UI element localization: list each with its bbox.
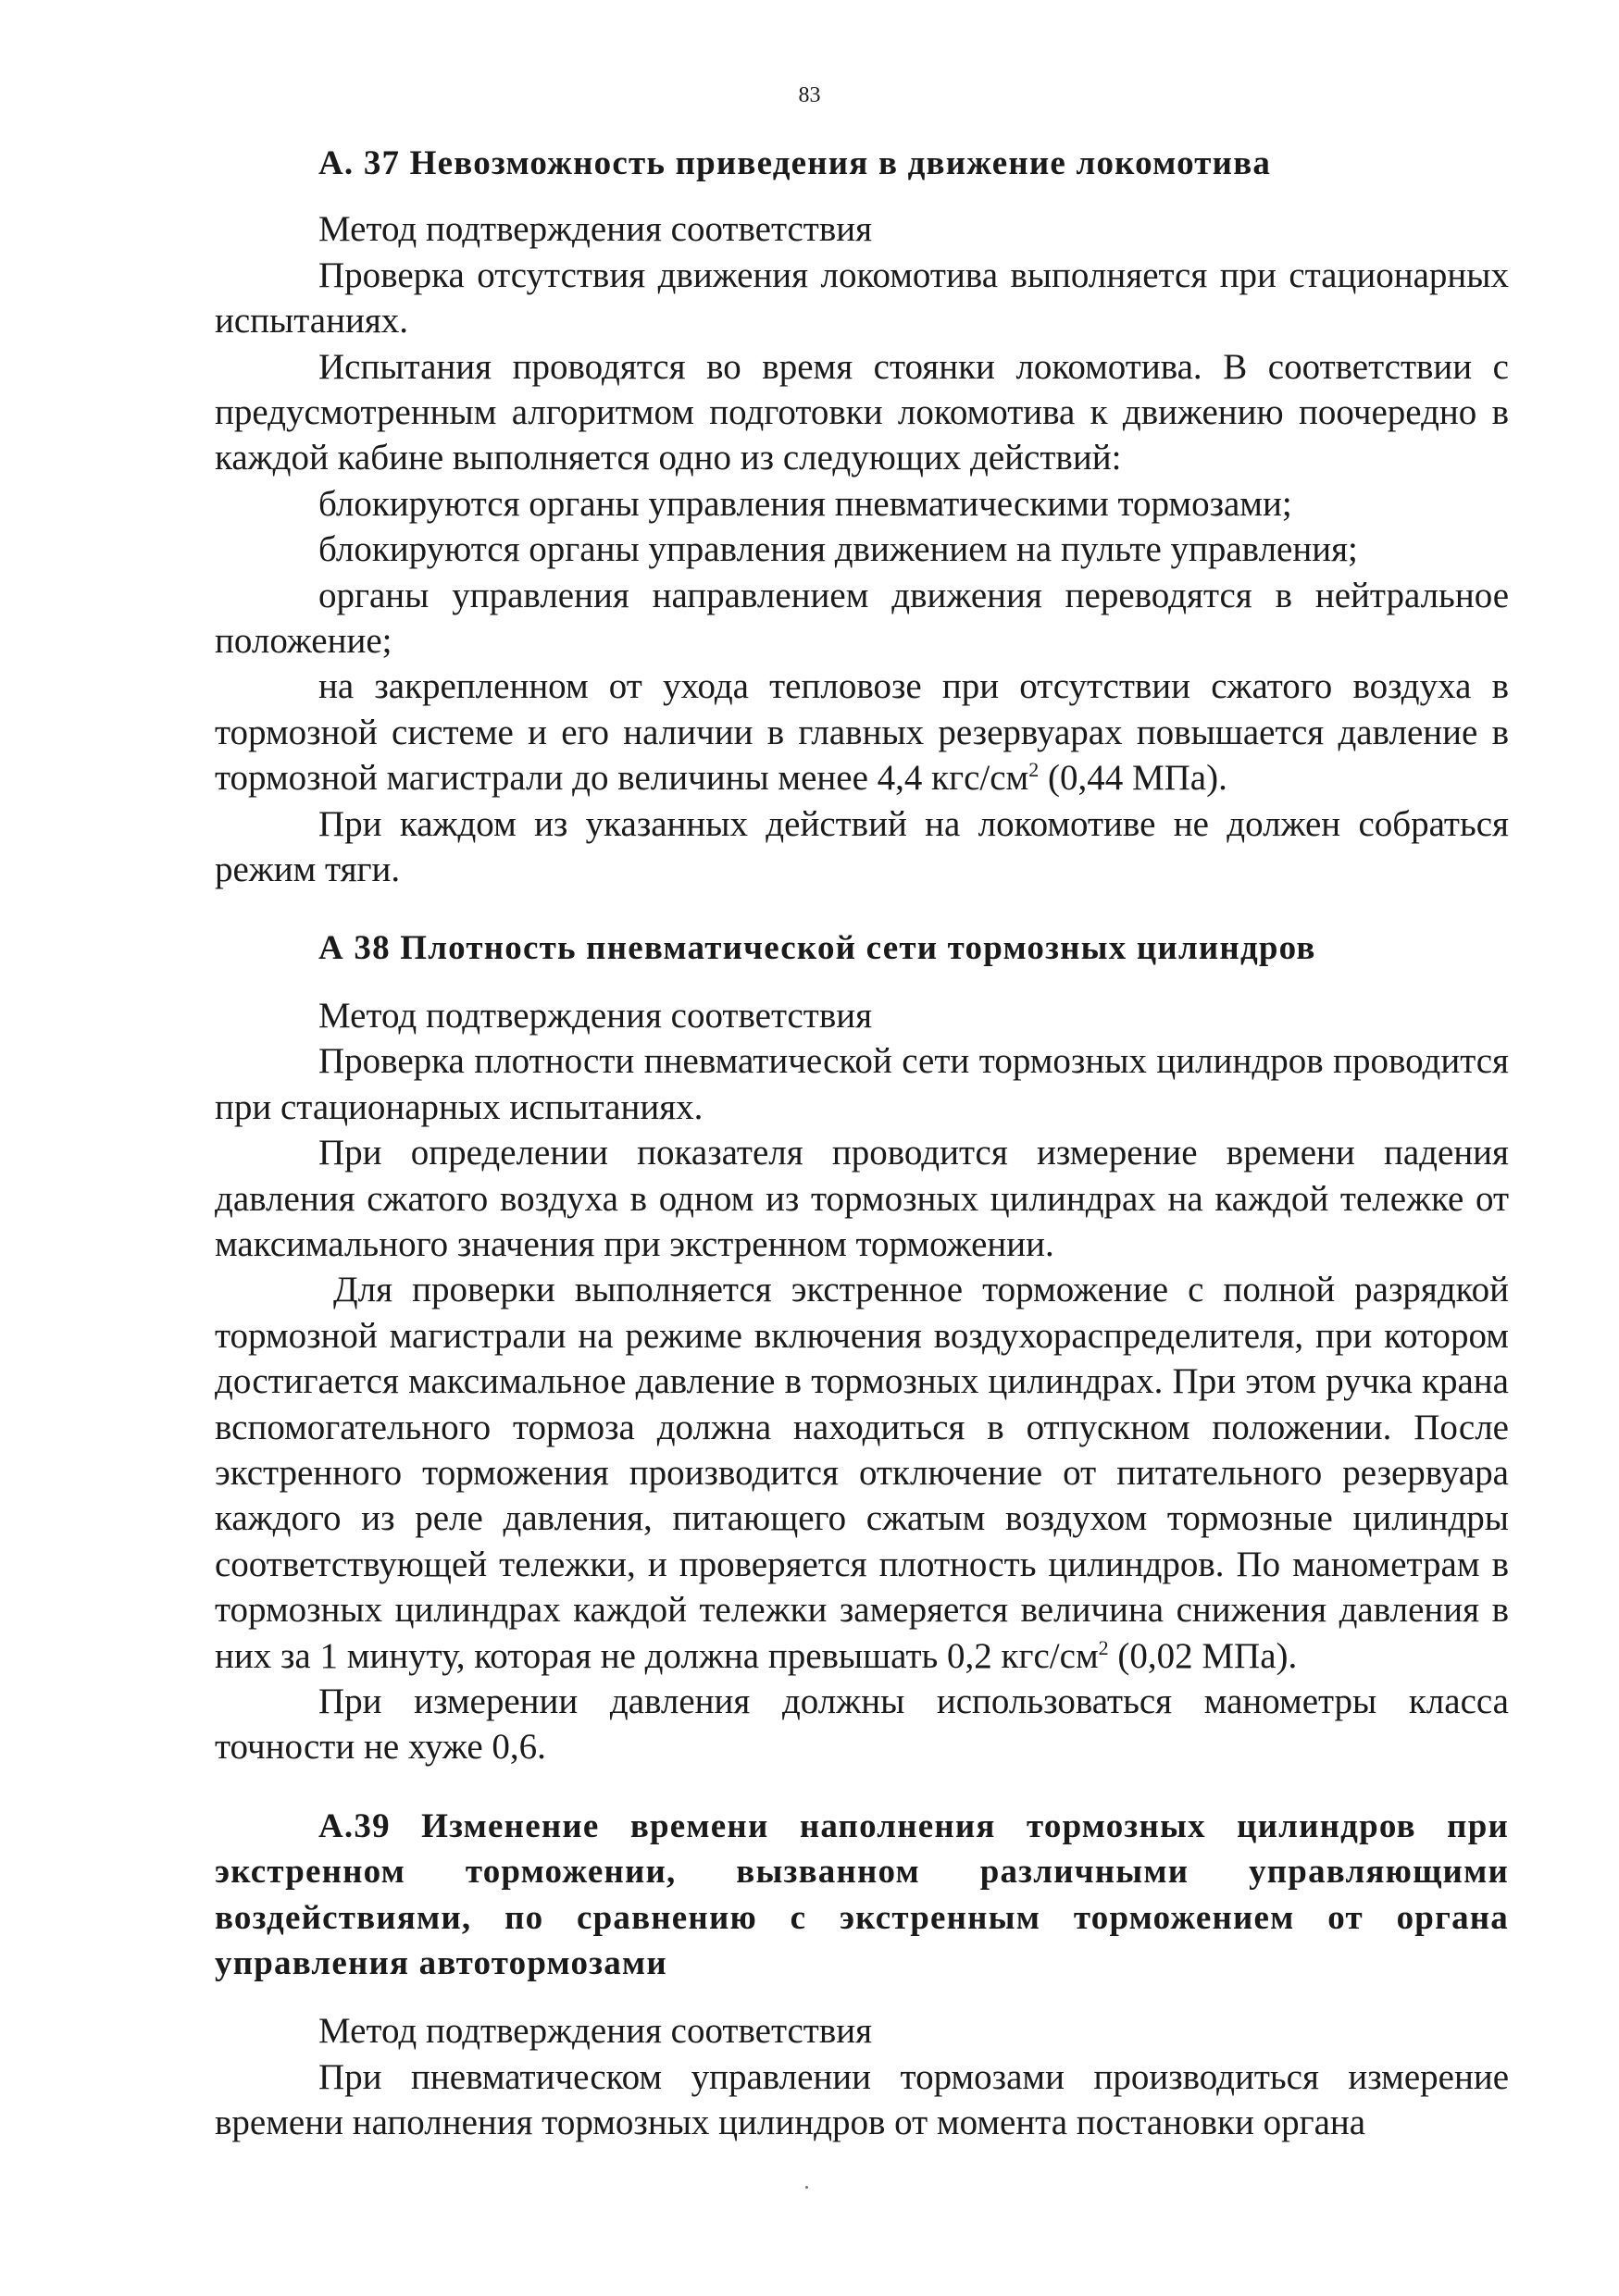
section-a38-paragraph-1: Проверка плотности пневматической сети тормозных цилиндров проводится при стационарных испытаниях. — [215, 1041, 1509, 1127]
section-a39-paragraph-1: При пневматическом управлении тормозами производиться измерение времени наполнения тормозных цилиндров от момента постановки органа — [215, 2056, 1509, 2143]
section-a38-paragraph-3-text: Для проверки выполняется экстренное торможение с полной разрядкой тормозной магистрали на режиме включения воздухораспределителя, при котором достигается максимальное давление в тормозных цилиндрах. При этом ручка крана вспомогательного тормоза должна находиться в отпускном положении. После экстренного торможения производится отключение от питательного резервуара каждого из реле давления, питающего сжатым воздухом тормозные цилиндры соответствующей тележки, и проверяется плотность цилиндров. По манометрам в тормозных цилиндрах каждой тележки замеряется величина снижения давления в них за 1 минуту, которая не должна превышать 0,2 кгс/см — [215, 1270, 1509, 1676]
section-a37-list-item-4-tail: (0,44 МПа). — [1039, 758, 1227, 799]
section-a37-paragraph-2: Испытания проводятся во время стоянки локомотива. В соответствии с предусмотренным алгоритмом подготовки локомотива к движению поочередно в каждой кабине выполняется одно из следующих действий: — [215, 346, 1509, 478]
section-a38 — [215, 925, 1509, 1770]
section-a38-paragraph-4: При измерении давления должны использоваться манометры класса точности не хуже 0,6. — [215, 1682, 1509, 1768]
section-a37-paragraph-last: При каждом из указанных действий на локомотиве не должен собраться режим тяги. — [215, 803, 1509, 890]
section-a38-method-label: Метод подтверждения соответствия — [318, 995, 873, 1036]
section-a37-list-item-2: блокируются органы управления движением на пульте управления; — [318, 529, 1358, 570]
section-a38-paragraph-2: При определении показателя проводится измерение времени падения давления сжатого воздуха в одном из тормозных цилиндрах на каждой тележке от максимального значения при экстренном торможении. — [215, 1133, 1509, 1264]
section-a39 — [215, 1804, 1509, 2146]
superscript-two: 2 — [1098, 1635, 1109, 1659]
section-a38-heading: А 38 Плотность пневматической сети тормозных цилиндров — [318, 928, 1316, 967]
section-a37 — [215, 141, 1509, 893]
page-number: 83 — [798, 83, 821, 107]
scan-speck — [805, 2186, 808, 2189]
section-a37-list-item-3: органы управления направлением движения переводятся в нейтральное положение; — [215, 575, 1509, 662]
section-a37-heading: А. 37 Невозможность приведения в движение локомотива — [318, 144, 1272, 182]
section-a38-paragraph-3 — [215, 1267, 1509, 1679]
superscript-two: 2 — [1028, 758, 1040, 782]
section-a37-method-label: Метод подтверждения соответствия — [318, 209, 873, 250]
section-a37-list-item-4 — [215, 664, 1509, 800]
section-a37-list-item-1: блокируются органы управления пневматическими тормозами; — [318, 483, 1292, 524]
section-a37-paragraph-1: Проверка отсутствия движения локомотива выполняется при стационарных испытаниях. — [215, 254, 1509, 341]
section-a39-heading: А.39 Изменение времени наполнения тормозных цилиндров при экстренном торможении, вызванном различными управляющими воздействиями, по сравнению с экстренным торможением от органа управления автотормозами — [215, 1806, 1509, 1983]
section-a38-paragraph-3-tail: (0,02 МПа). — [1108, 1635, 1298, 1676]
page-content — [215, 141, 1509, 2146]
section-a37-list-item-4-text: на закрепленном от ухода тепловозе при отсутствии сжатого воздуха в тормозной системе и его наличии в главных резервуарах повышается давление в тормозной магистрали до величины менее 4,4 кгс/см — [215, 666, 1509, 799]
section-a39-method-label: Метод подтверждения соответствия — [318, 2011, 873, 2052]
